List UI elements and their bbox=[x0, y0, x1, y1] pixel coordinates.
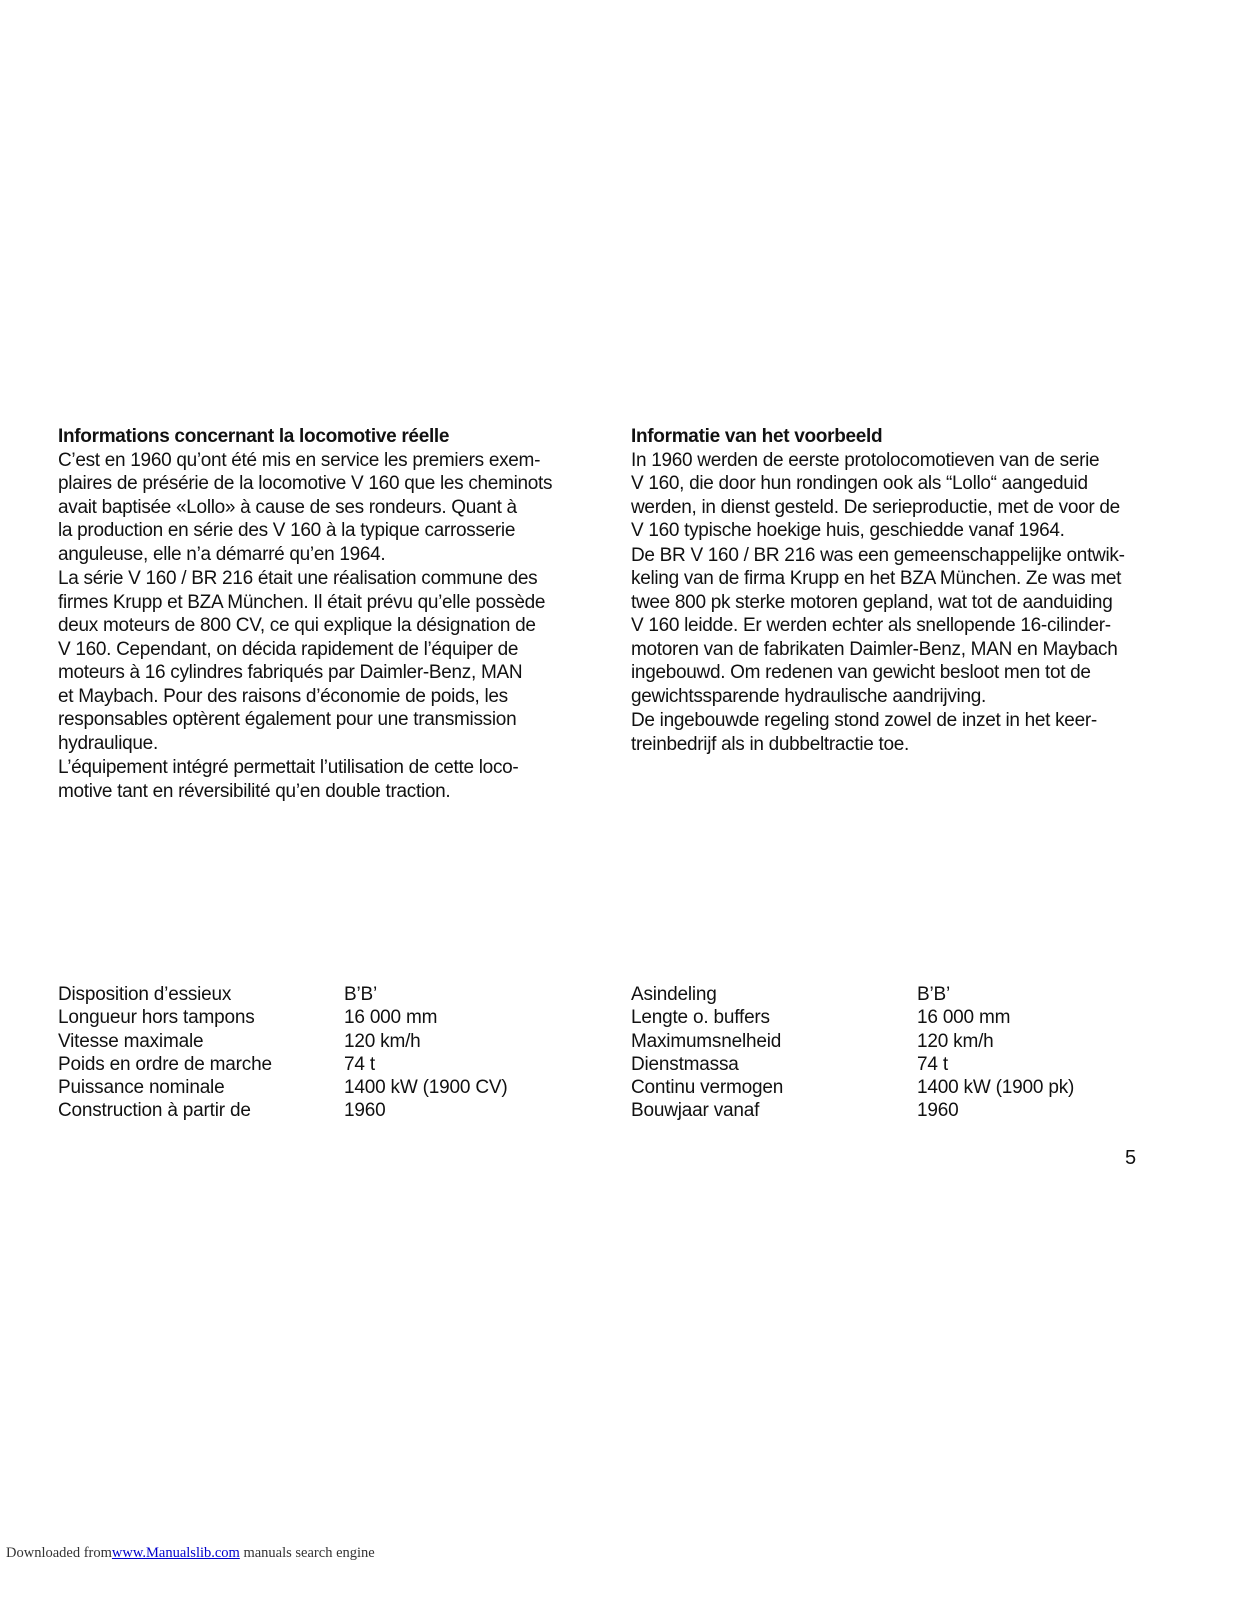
dutch-paragraph bbox=[631, 544, 1171, 709]
spec-label: Puissance nominale bbox=[58, 1077, 225, 1099]
text-line: C’est en 1960 qu’ont été mis en service les premiers exem- bbox=[58, 449, 541, 471]
spec-label: Disposition d’essieux bbox=[58, 984, 232, 1005]
text-line: responsables optèrent également pour une transmission bbox=[58, 709, 517, 730]
text-line: werden, in dienst gesteld. De serieproductie, met de voor de bbox=[631, 496, 1120, 518]
spec-row bbox=[631, 983, 1157, 1006]
text-line: V 160, die door hun rondingen ook als “Lollo“ aangeduid bbox=[631, 473, 1088, 494]
text-line: In 1960 werden de eerste protolocomotieven van de serie bbox=[631, 449, 1100, 471]
dutch-body bbox=[631, 449, 1171, 757]
page-number: 5 bbox=[1125, 1147, 1137, 1169]
dutch-paragraph bbox=[631, 709, 1171, 756]
footer-suffix: manuals search engine bbox=[243, 1545, 375, 1561]
spec-label: Vitesse maximale bbox=[58, 1030, 204, 1052]
spec-value: B’B’ bbox=[344, 984, 377, 1005]
spec-label: Construction à partir de bbox=[58, 1100, 251, 1122]
text-line: De ingebouwde regeling stond zowel de inzet in het keer- bbox=[631, 710, 1097, 731]
spec-label: Bouwjaar vanaf bbox=[631, 1100, 760, 1122]
text-line: V 160 leidde. Er werden echter als snellopende 16-cilinder- bbox=[631, 615, 1111, 636]
spec-row bbox=[58, 1006, 584, 1029]
spec-label: Longueur hors tampons bbox=[58, 1007, 255, 1029]
text-line: ingebouwd. Om redenen van gewicht besloot men tot de bbox=[631, 662, 1091, 683]
spec-label: Asindeling bbox=[631, 984, 717, 1005]
spec-row bbox=[58, 1030, 584, 1053]
spec-label: Continu vermogen bbox=[631, 1077, 784, 1099]
spec-value: 1400 kW (1900 pk) bbox=[917, 1077, 1075, 1099]
spec-value: 1960 bbox=[344, 1100, 386, 1122]
text-line: avait baptisée «Lollo» à cause de ses rondeurs. Quant à bbox=[58, 496, 517, 518]
text-line: twee 800 pk sterke motoren gepland, wat tot de aanduiding bbox=[631, 591, 1113, 613]
spec-row bbox=[631, 1053, 1157, 1076]
text-line: treinbedrijf als in dubbeltractie toe. bbox=[631, 733, 909, 755]
spec-label: Lengte o. buffers bbox=[631, 1007, 770, 1029]
text-line: gewichtssparende hydraulische aandrijving. bbox=[631, 685, 986, 707]
french-spec-table bbox=[58, 983, 584, 1123]
french-section bbox=[58, 425, 598, 804]
spec-row bbox=[631, 1030, 1157, 1053]
spec-label: Maximumsnelheid bbox=[631, 1030, 782, 1052]
text-line: anguleuse, elle n’a démarré qu’en 1964. bbox=[58, 543, 386, 565]
text-line: motoren van de fabrikaten Daimler-Benz, MAN en Maybach bbox=[631, 638, 1118, 660]
text-line: V 160 typische hoekige huis, geschiedde vanaf 1964. bbox=[631, 520, 1065, 541]
dutch-heading: Informatie van het voorbeeld bbox=[631, 426, 883, 447]
footer-prefix: Downloaded from bbox=[6, 1545, 112, 1561]
spec-row bbox=[631, 1006, 1157, 1029]
text-line: L’équipement intégré permettait l’utilisation de cette loco- bbox=[58, 757, 519, 778]
text-line: la production en série des V 160 à la typique carrosserie bbox=[58, 520, 516, 541]
spec-row bbox=[58, 983, 584, 1006]
download-footer bbox=[6, 1544, 375, 1562]
dutch-section bbox=[631, 425, 1171, 757]
french-paragraph bbox=[58, 567, 598, 755]
french-body bbox=[58, 449, 598, 804]
text-line: keling van de firma Krupp en het BZA München. Ze was met bbox=[631, 568, 1122, 589]
text-line: hydraulique. bbox=[58, 732, 158, 754]
text-line: plaires de présérie de la locomotive V 160 que les cheminots bbox=[58, 473, 553, 494]
spec-value: 16 000 mm bbox=[917, 1007, 1011, 1029]
dutch-spec-table bbox=[631, 983, 1157, 1123]
french-paragraph bbox=[58, 756, 598, 803]
manualslib-link[interactable]: www.Manualslib.com bbox=[111, 1545, 240, 1561]
text-line: La série V 160 / BR 216 était une réalisation commune des bbox=[58, 568, 538, 589]
text-line: De BR V 160 / BR 216 was een gemeenschappelijke ontwik- bbox=[631, 544, 1125, 566]
text-line: firmes Krupp et BZA München. Il était prévu qu’elle possède bbox=[58, 591, 546, 613]
spec-value: 74 t bbox=[917, 1053, 948, 1075]
french-heading: Informations concernant la locomotive réelle bbox=[58, 426, 450, 447]
spec-row bbox=[58, 1053, 584, 1076]
text-line: moteurs à 16 cylindres fabriqués par Daimler-Benz, MAN bbox=[58, 662, 523, 683]
spec-row bbox=[58, 1099, 584, 1122]
dutch-paragraph bbox=[631, 449, 1171, 543]
spec-value: 120 km/h bbox=[917, 1030, 994, 1052]
text-line: et Maybach. Pour des raisons d’économie de poids, les bbox=[58, 685, 508, 707]
spec-row bbox=[631, 1099, 1157, 1122]
spec-value: 74 t bbox=[344, 1053, 375, 1075]
text-line: motive tant en réversibilité qu’en double traction. bbox=[58, 780, 451, 802]
spec-value: 1400 kW (1900 CV) bbox=[344, 1077, 508, 1099]
spec-value: 120 km/h bbox=[344, 1030, 421, 1052]
spec-label: Dienstmassa bbox=[631, 1053, 739, 1075]
spec-value: 1960 bbox=[917, 1100, 959, 1122]
text-line: V 160. Cependant, on décida rapidement de l’équiper de bbox=[58, 638, 519, 660]
spec-row bbox=[631, 1076, 1157, 1099]
spec-row bbox=[58, 1076, 584, 1099]
spec-value: B’B’ bbox=[917, 984, 950, 1005]
spec-label: Poids en ordre de marche bbox=[58, 1053, 272, 1075]
spec-value: 16 000 mm bbox=[344, 1007, 438, 1029]
text-line: deux moteurs de 800 CV, ce qui explique la désignation de bbox=[58, 615, 536, 636]
french-paragraph bbox=[58, 449, 598, 567]
